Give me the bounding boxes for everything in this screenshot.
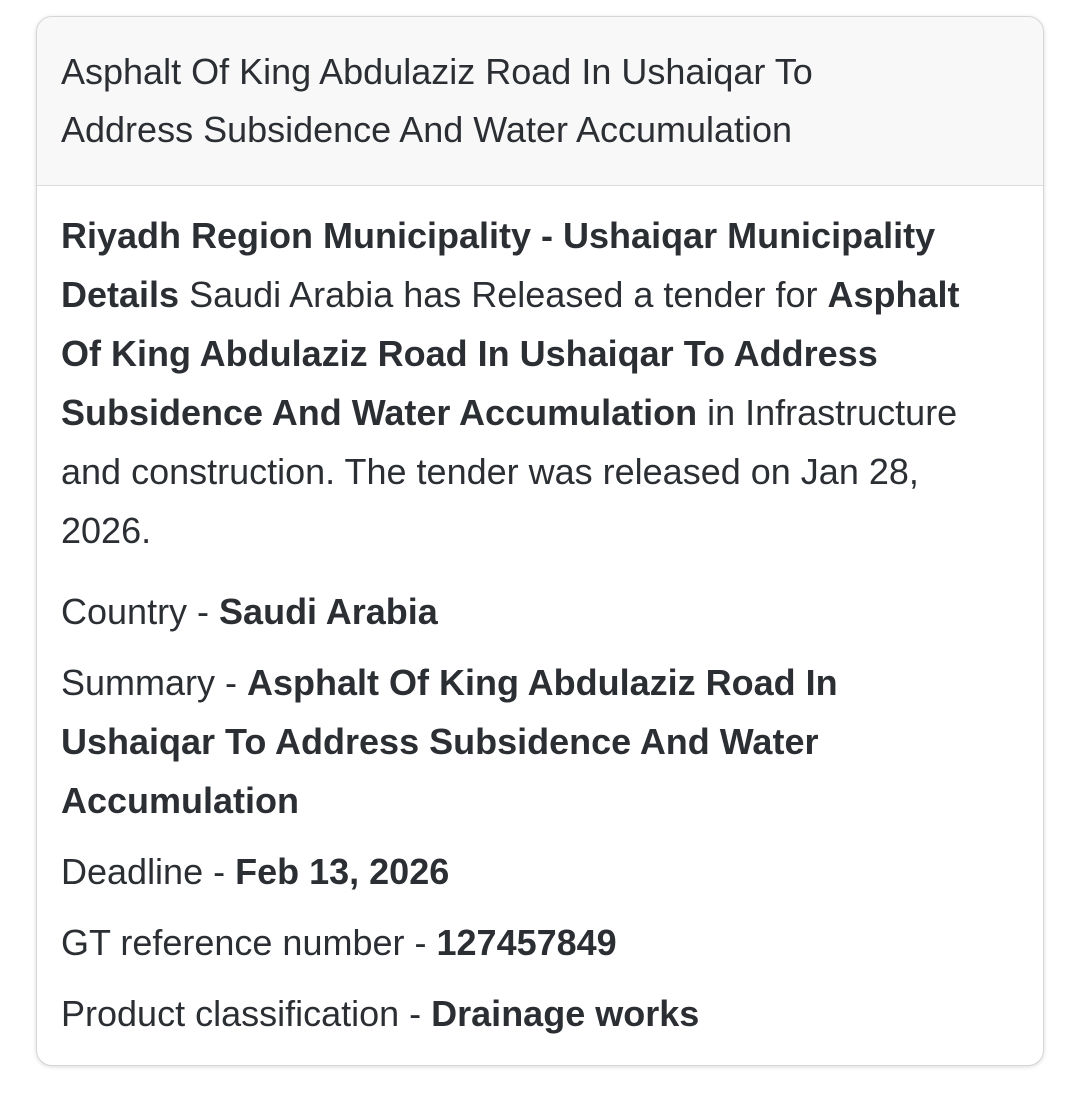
field-deadline-label: Deadline - — [61, 851, 236, 892]
issuer-name: Riyadh Region Municipality - Ushaiqar Municipality Details — [61, 215, 936, 315]
field-product-classification-label: Product classification - — [61, 993, 432, 1034]
tender-card-header[interactable] — [37, 17, 1043, 186]
tender-description — [61, 206, 993, 560]
field-deadline — [61, 842, 993, 901]
field-country-label: Country - — [61, 591, 220, 632]
tender-name: Asphalt Of King Abdulaziz Road In Ushaiqar To Address Subsidence And Water Accumulation — [61, 274, 960, 433]
field-deadline-value: Feb 13, 2026 — [235, 851, 450, 892]
field-country — [61, 582, 993, 641]
field-product-classification-value: Drainage works — [431, 993, 700, 1034]
field-summary-value: Asphalt Of King Abdulaziz Road In Ushaiqar To Address Subsidence And Water Accumulation — [61, 662, 838, 821]
field-summary-label: Summary - — [61, 662, 248, 703]
field-summary — [61, 653, 993, 830]
tender-card-body — [37, 186, 1043, 1065]
field-gt-reference-number — [61, 913, 993, 972]
description-tail: in Infrastructure and construction. The tender was released on Jan 28, 2026. — [61, 392, 958, 551]
field-product-classification — [61, 984, 993, 1043]
field-gt-reference-label: GT reference number - — [61, 922, 437, 963]
tender-title: Asphalt Of King Abdulaziz Road In Ushaiqar To Address Subsidence And Water Accumulation — [61, 51, 813, 150]
field-gt-reference-value: 127457849 — [436, 922, 617, 963]
released-text: Saudi Arabia has Released a tender for — [179, 274, 828, 315]
field-country-value: Saudi Arabia — [219, 591, 438, 632]
tender-card — [36, 16, 1044, 1066]
